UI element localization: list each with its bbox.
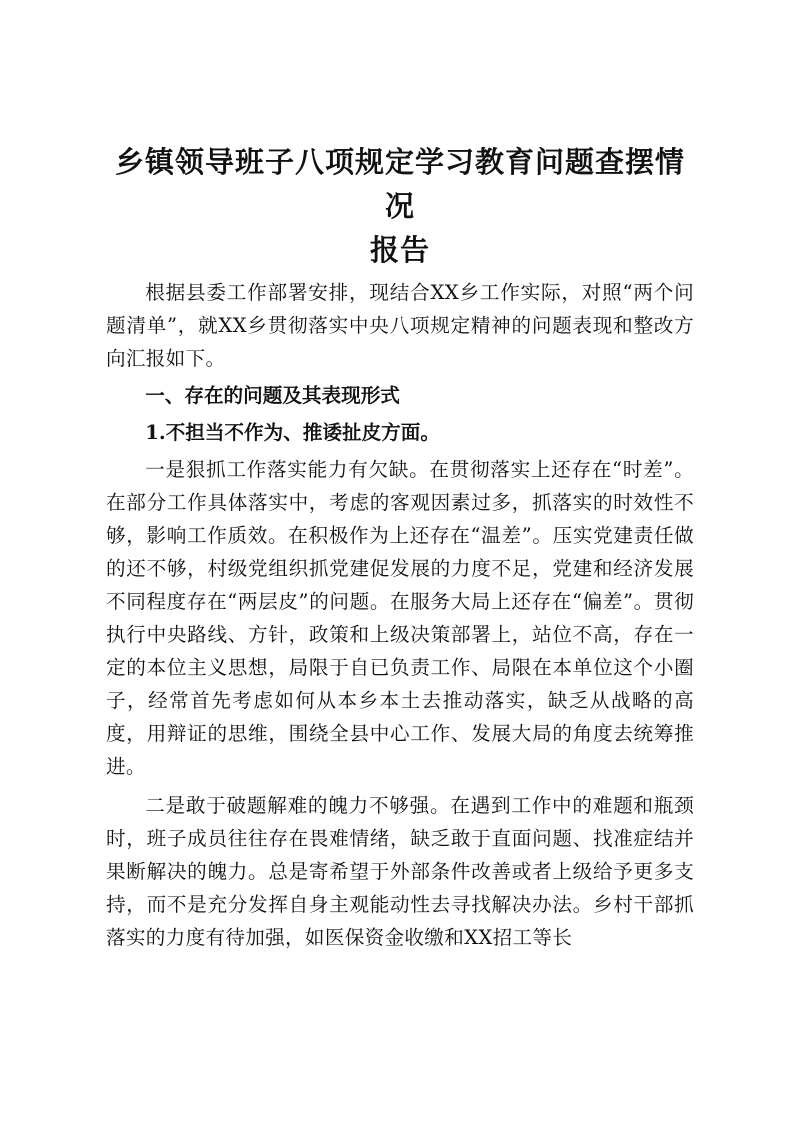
title-line-2: 报告 [369,233,430,267]
document-body [106,140,694,954]
section-heading: 一、存在的问题及其表现形式 [145,384,400,407]
body-paragraph-1: 一是狠抓工作落实能力有欠缺。在贯彻落实上还存在“时差”。在部分工作具体落实中，考虑的客观因素过多，抓落实的时效性不够，影响工作质效。在积极作为上还存在“温差”。压实党建责任做的还不够，村级党组织抓党建促发展的力度不足，党建和经济发展不同程度存在“两层皮”的问题。在服务大局上还存在“偏差”。贯彻执行中央路线、方针，政策和上级决策部署上，站位不高，存在一定的本位主义思想，局限于自已负责工作、局限在本单位这个小圈子，经常首先考虑如何从本乡本土去推动落实，缺乏从战略的高度，用辩证的思维，围绕全县中心工作、发展大局的角度去统筹推进。 [106,458,694,778]
subsection-heading: 1.不担当不作为、推诿扯皮方面。 [145,421,440,444]
intro-paragraph: 根据县委工作部署安排，现结合XX乡工作实际，对照“两个问题清单”，就XX乡贯彻落实中央八项规定精神的问题表现和整改方向汇报如下。 [106,281,694,370]
body-paragraph-2: 二是敢于破题解难的魄力不够强。在遇到工作中的难题和瓶颈时，班子成员往往存在畏难情绪，缺乏敢于直面问题、找准症结并果断解决的魄力。总是寄希望于外部条件改善或者上级给予更多支持，而不是充分发挥自身主观能动性去寻找解决办法。乡村干部抓落实的力度有待加强，如医保资金收缴和XX招工等长 [106,794,694,949]
title-line-1: 乡镇领导班子八项规定学习教育问题查摆情况 [114,145,685,223]
document-title [106,140,694,272]
